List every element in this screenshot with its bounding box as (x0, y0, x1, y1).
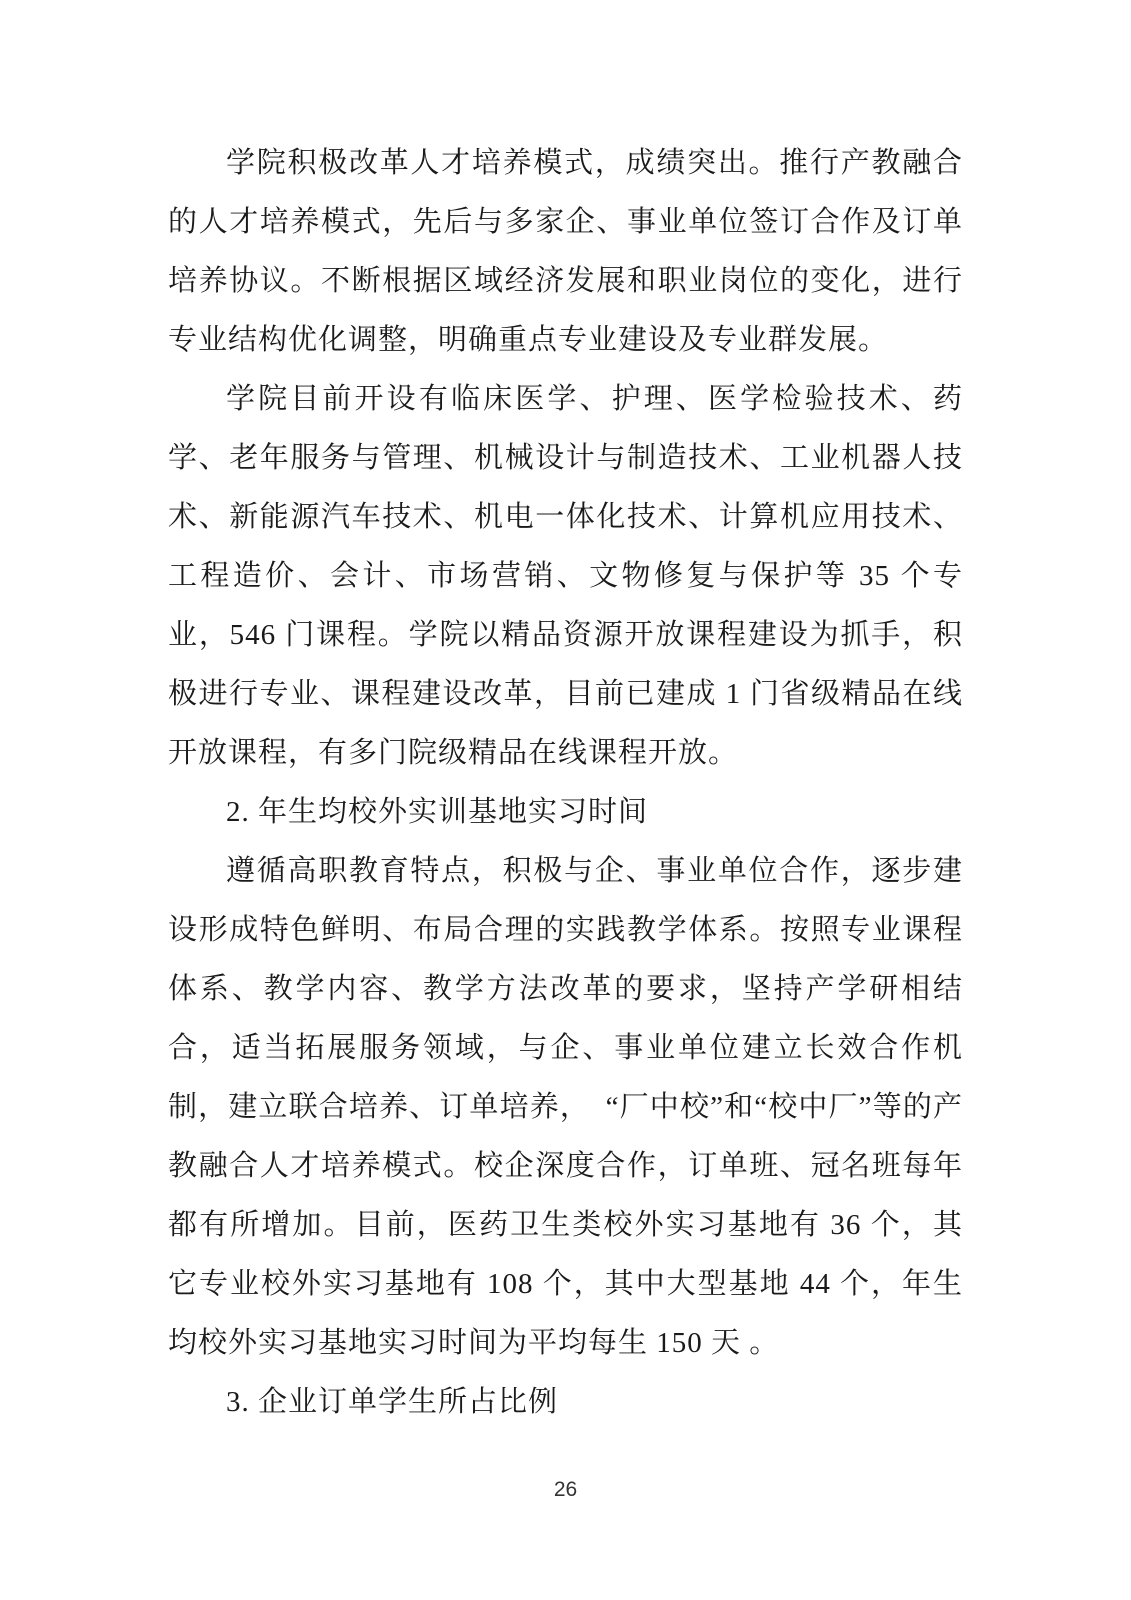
paragraph-practice-teaching-system: 遵循高职教育特点，积极与企、事业单位合作，逐步建设形成特色鲜明、布局合理的实践教学体系。按照专业课程体系、教学内容、教学方法改革的要求，坚持产学研相结合，适当拓展服务领域，与企、事业单位建立长效合作机制，建立联合培养、订单培养， “厂中校”和“校中厂”等的产教融合人才培养模式。校企深度合作，订单班、冠名班每年都有所增加。目前，医药卫生类校外实习基地有 36 个，其它专业校外实习基地有 108 个，其中大型基地 44 个，年生均校外实习基地实习时间为平均每生 150 天 。 (168, 855, 963, 1359)
page-number: 26 (553, 1478, 578, 1501)
paragraph-talent-training-model: 学院积极改革人才培养模式，成绩突出。推行产教融合的人才培养模式，先后与多家企、事业单位签订合作及订单培养协议。不断根据区域经济发展和职业岗位的变化，进行专业结构优化调整，明确重点专业建设及专业群发展。 (168, 147, 963, 356)
section-heading-offcampus-practice-time: 2. 年生均校外实训基地实习时间 (226, 796, 649, 828)
paragraph-majors-and-courses: 学院目前开设有临床医学、护理、医学检验技术、药学、老年服务与管理、机械设计与制造技术、工业机器人技术、新能源汽车技术、机电一体化技术、计算机应用技术、工程造价、会计、市场营销、文物修复与保护等 35 个专业，546 门课程。学院以精品资源开放课程建设为抓手，积极进行专业、课程建设改革，目前已建成 1 门省级精品在线开放课程，有多门院级精品在线课程开放。 (168, 383, 963, 769)
document-body (168, 134, 963, 1432)
section-heading-enterprise-order-students: 3. 企业订单学生所占比例 (226, 1386, 559, 1418)
